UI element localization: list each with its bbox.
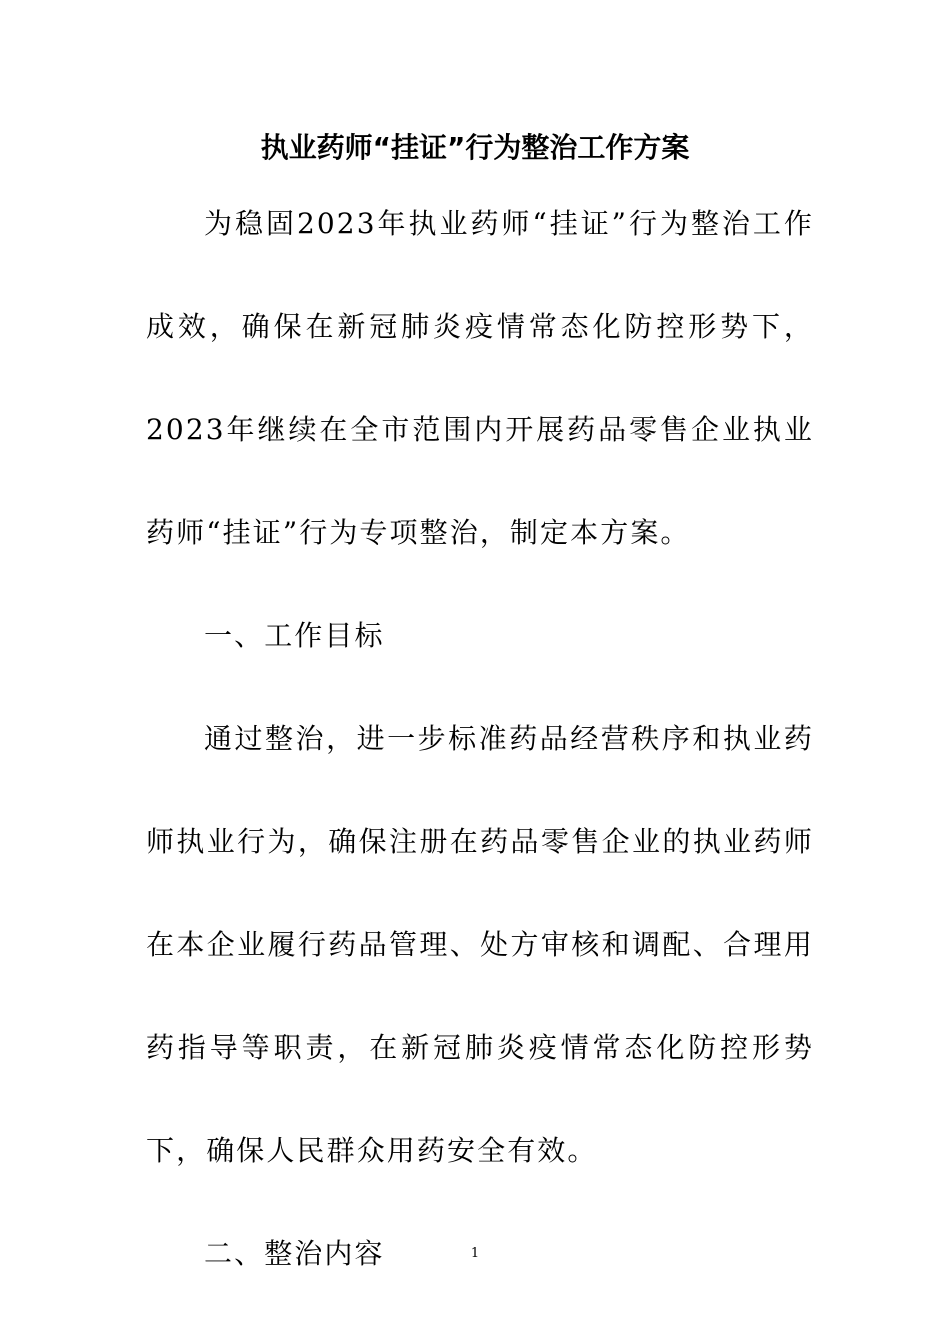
section-heading-content: 二、整治内容: [204, 1237, 385, 1270]
page-number: 1: [470, 1246, 480, 1261]
intro-paragraph: 为稳固2023年执业药师“挂证”行为整治工作成效，确保在新冠肺炎疫情常态化防控形势下，2023年继续在全市范围内开展药品零售企业执业药师“挂证”行为专项整治，制定本方案。: [146, 207, 814, 549]
goals-paragraph: 通过整治，进一步标准药品经营秩序和执业药师执业行为，确保注册在药品零售企业的执业药师在本企业履行药品管理、处方审核和调配、合理用药指导等职责，在新冠肺炎疫情常态化防控形势下，确保人民群众用药安全有效。: [146, 722, 814, 1167]
document-body: [146, 172, 814, 1305]
section-heading-goals: 一、工作目标: [204, 619, 385, 652]
document-title: 执业药师“挂证”行为整治工作方案: [260, 131, 690, 164]
